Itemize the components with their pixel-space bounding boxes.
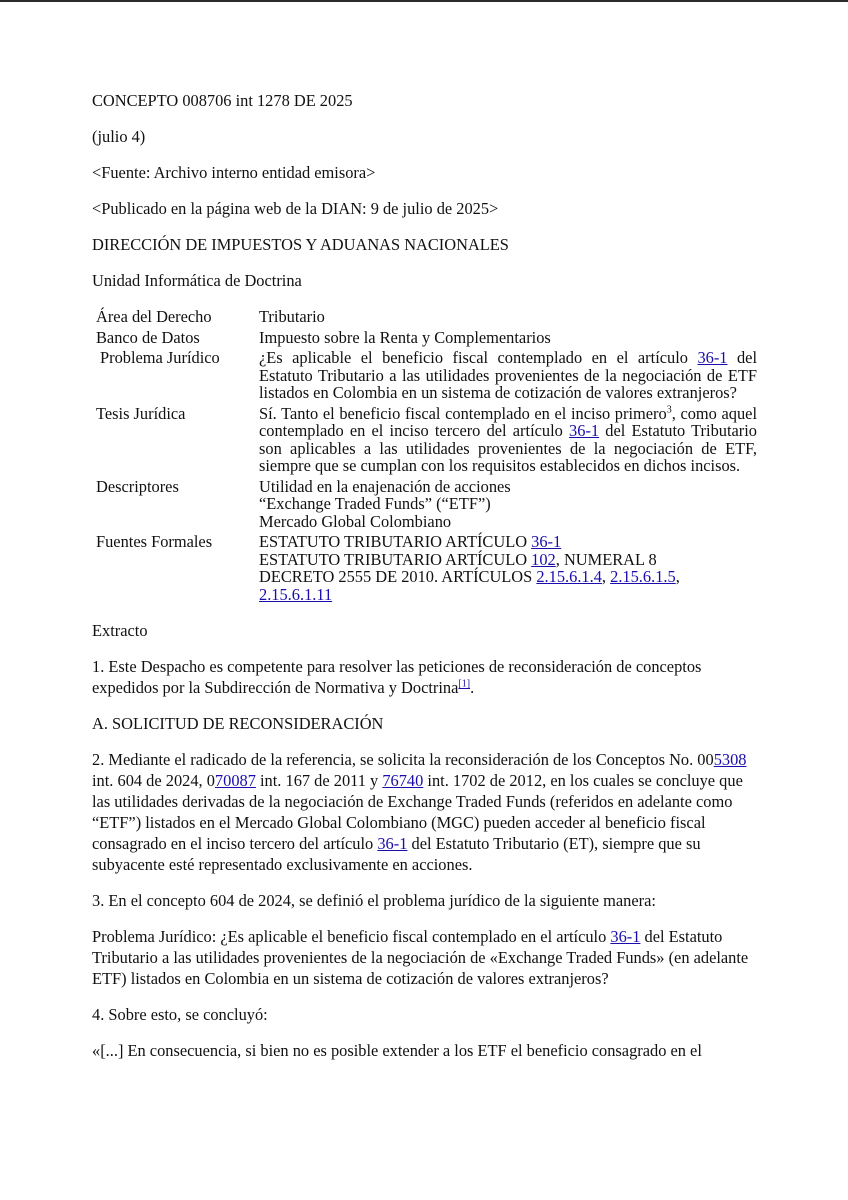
concepto-date: (julio 4) xyxy=(92,127,146,146)
article-link[interactable]: 2.15.6.1.4 xyxy=(536,567,602,586)
source-note: <Fuente: Archivo interno entidad emisora> xyxy=(92,163,376,182)
fuente-text: ESTATUTO TRIBUTARIO ARTÍCULO xyxy=(259,549,532,569)
paragraph-6: «[...] En consecuencia, si bien no es posible extender a los ETF el beneficio consagrado en el xyxy=(92,1041,702,1060)
fuente-text: DECRETO 2555 DE 2010. ARTÍCULOS xyxy=(259,567,537,586)
fuentes-value xyxy=(259,533,757,603)
paragraph-2 xyxy=(92,749,757,875)
article-link[interactable]: 102 xyxy=(531,549,556,569)
descriptor-item: “Exchange Traded Funds” (“ETF”) xyxy=(259,494,491,513)
paragraph-text: int. 604 de 2024, 0 xyxy=(92,771,215,790)
document-page xyxy=(92,90,757,1076)
concept-link[interactable]: 76740 xyxy=(382,771,424,790)
paragraph-text: . xyxy=(470,678,475,697)
tesis-value xyxy=(259,405,757,478)
concepto-title: CONCEPTO 008706 int 1278 DE 2025 xyxy=(92,91,353,110)
info-row-area xyxy=(92,308,757,329)
problema-label: Problema Jurídico xyxy=(100,348,220,367)
problema-text-2: del Estatuto Tributario a las utilidades provenientes de la negociación de ETF listados en Colombia en un sistema de cotización de valores extranjeros? xyxy=(259,348,758,402)
fuentes-label: Fuentes Formales xyxy=(96,532,213,551)
article-link[interactable]: 36-1 xyxy=(569,421,600,440)
fuente-sep: , xyxy=(601,567,611,586)
paragraph-text: 1. Este Despacho es competente para resolver las peticiones de reconsideración de conceptos expedidos por la Subdirección de Normativa y Doctrina xyxy=(92,657,702,697)
paragraph-text: int. 167 de 2011 y xyxy=(255,771,383,790)
banco-value: Impuesto sobre la Renta y Complementarios xyxy=(259,327,551,347)
fuente-item xyxy=(259,533,757,551)
paragraph-text: del Estatuto Tributario a las utilidades provenientes de la negociación de «Exchange Traded Funds» (en adelante ETF) listados en Colombia en un sistema de cotización de valores extranjeros? xyxy=(92,927,749,988)
fuente-item xyxy=(259,567,680,604)
info-row-problema xyxy=(92,349,757,405)
fuente-item xyxy=(259,551,757,569)
section-heading-a: A. SOLICITUD DE RECONSIDERACIÓN xyxy=(92,714,384,733)
banco-label: Banco de Datos xyxy=(96,327,200,347)
paragraph-4 xyxy=(92,926,757,989)
extract-heading: Extracto xyxy=(92,621,148,640)
fuente-text: , NUMERAL 8 xyxy=(555,549,657,569)
publication-note: <Publicado en la página web de la DIAN: 9 de julio de 2025> xyxy=(92,199,499,218)
concept-link[interactable]: 5308 xyxy=(713,750,747,769)
descriptor-item: Mercado Global Colombiano xyxy=(259,511,452,531)
tesis-text-3: del Estatuto Tributario son aplicables a las utilidades provenientes de la negociación de ETF, siempre que se cumplan con los requisitos establecidos en dichos incisos. xyxy=(259,421,757,475)
info-row-descriptores xyxy=(92,478,757,534)
paragraph-3: 3. En el concepto 604 de 2024, se definió el problema jurídico de la siguiente manera: xyxy=(92,891,656,910)
paragraph-1 xyxy=(92,656,757,698)
info-table xyxy=(92,308,757,603)
problema-value xyxy=(259,349,757,405)
paragraph-text: 2. Mediante el radicado de la referencia, se solicita la reconsideración de los Conceptos No. 00 xyxy=(92,750,714,769)
area-label: Área del Derecho xyxy=(96,307,212,326)
paragraph-5: 4. Sobre esto, se concluyó: xyxy=(92,1005,268,1024)
article-link[interactable]: 36-1 xyxy=(531,532,562,551)
descriptores-label: Descriptores xyxy=(96,476,179,496)
info-row-tesis xyxy=(92,405,757,478)
tesis-text-1: Sí. Tanto el beneficio fiscal contemplado en el inciso primero xyxy=(259,403,667,423)
top-border xyxy=(0,0,848,2)
descriptor-item: Utilidad en la enajenación de acciones xyxy=(259,476,511,496)
fuente-text: ESTATUTO TRIBUTARIO ARTÍCULO xyxy=(259,532,532,551)
article-link[interactable]: 2.15.6.1.11 xyxy=(259,584,333,604)
article-link[interactable]: 36-1 xyxy=(377,834,408,853)
paragraph-text: Problema Jurídico: ¿Es aplicable el beneficio fiscal contemplado en el artículo xyxy=(92,927,611,946)
article-link[interactable]: 2.15.6.1.5 xyxy=(610,567,676,586)
tesis-label: Tesis Jurídica xyxy=(96,403,186,423)
entity-name: DIRECCIÓN DE IMPUESTOS Y ADUANAS NACIONALES xyxy=(92,235,509,254)
footnote-marker: 3 xyxy=(666,404,672,416)
unit-name: Unidad Informática de Doctrina xyxy=(92,271,302,290)
area-value: Tributario xyxy=(259,307,325,326)
concept-link[interactable]: 70087 xyxy=(214,771,256,790)
paragraph-text: int. 1702 de 2012, en los cuales se concluye que las utilidades derivadas de la negociación de Exchange Traded Funds (referidos en adelante como “ETF”) listados en el Mercado Global Colombiano (MGC) pueden acceder al beneficio fiscal consagrado en el inciso tercero del artículo xyxy=(92,771,743,853)
info-row-fuentes xyxy=(92,533,757,603)
footnote-link[interactable]: [1] xyxy=(458,678,471,690)
article-link[interactable]: 36-1 xyxy=(697,348,728,367)
fuente-sep: , xyxy=(675,567,680,586)
problema-text-1: ¿Es aplicable el beneficio fiscal contemplado en el artículo xyxy=(259,348,698,367)
tesis-text-2: , como aquel contemplado en el inciso tercero del artículo xyxy=(259,403,758,440)
descriptores-value xyxy=(259,478,757,534)
info-row-banco xyxy=(92,329,757,350)
paragraph-text: del Estatuto Tributario (ET), siempre que su subyacente esté representado exclusivamente en acciones. xyxy=(92,834,701,874)
article-link[interactable]: 36-1 xyxy=(610,927,641,946)
